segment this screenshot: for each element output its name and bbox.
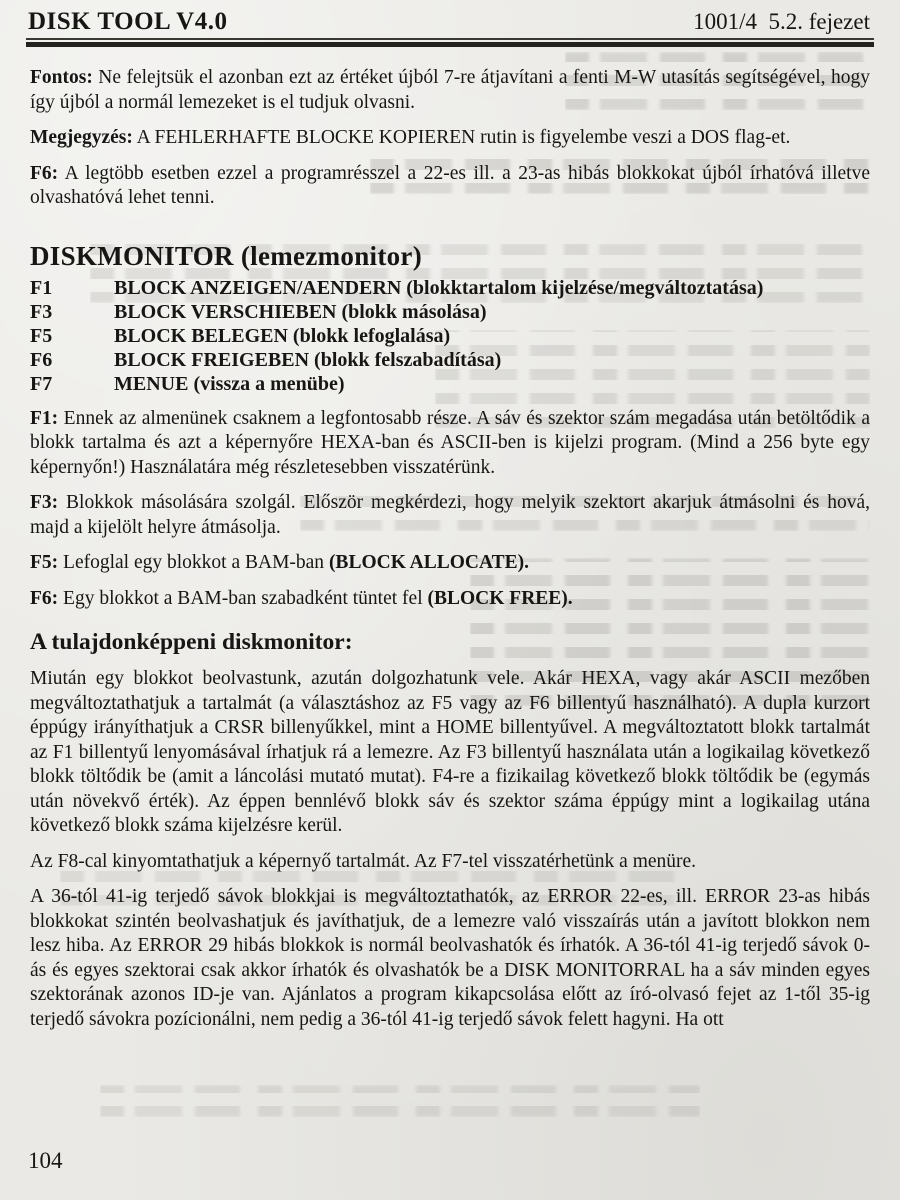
menu-label: BLOCK BELEGEN (blokk lefoglalása) xyxy=(114,324,451,347)
paragraph-text: Ennek az almenünek csaknem a legfontosabb része. A sáv és szektor szám megadása után betöltődik a blokk tartalma és azt a képernyőre HEXA-ban és ASCII-ben is kijelzi program. (Mind a 256 byte egy képernyőn!) Használatára még részletesebben visszatérünk. xyxy=(30,407,870,478)
paragraph-bold-tail: (BLOCK ALLOCATE). xyxy=(328,552,530,573)
paragraph-lead: F6: xyxy=(30,162,59,184)
paragraph-text: Egy blokkot a BAM-ban szabadként tüntet fel xyxy=(63,587,423,609)
paragraph-tracks-36-41: A 36-tól 41-ig terjedő sávok blokkjai is megváltoztathatók, az ERROR 22-es, ill. ERROR 23-as hibás blokkokat szintén beolvashatjuk és javíthatjuk, de a lemezre való visszaírás után a javított blokkon nem lesz hiba. Az ERROR 29 hibás blokkok is normál beolvashatók és írhatók. A 36-tól 41-ig terjedő sávok 0-ás és egyes szektorai csak akkor írhatók és olvashatók be a DISK MONITORRAL ha a sáv minden egyes szektorának azonos ID-je van. Ajánlatos a program kikapcsolása előtt az író-olvasó fejet az 1-től 35-ig terjedő sávokra pozícionálni, nem pedig a 36-tól 41-ig terjedő sávok felett hagyni. Ha ott xyxy=(30,886,870,1030)
paragraph-bold-tail: (BLOCK FREE). xyxy=(427,587,573,609)
menu-label: BLOCK ANZEIGEN/AENDERN (blokktartalom kijelzése/megváltoztatása) xyxy=(114,276,764,299)
menu-label: BLOCK FREIGEBEN (blokk felszabadítása) xyxy=(114,348,502,371)
paragraph-text: A FEHLERHAFTE BLOCKE KOPIEREN rutin is figyelembe veszi a DOS flag-et. xyxy=(136,127,791,148)
paragraph-lead: F5: xyxy=(30,552,59,573)
menu-key: F5 xyxy=(30,324,53,347)
paragraph-megjegyzes xyxy=(30,126,870,151)
section-title-diskmonitor: DISKMONITOR (lemezmonitor) xyxy=(30,240,422,271)
paragraph-f6-intro xyxy=(30,162,870,211)
paragraph-f6-detail xyxy=(30,587,870,612)
menu-key: F1 xyxy=(30,276,53,299)
paragraph-f5-detail xyxy=(30,551,870,576)
page-content xyxy=(0,47,900,1032)
menu-item-f1 xyxy=(30,276,870,300)
paragraph-lead: Megjegyzés: xyxy=(30,127,133,148)
paragraph-monitor-usage: Miután egy blokkot beolvastunk, azután dolgozhatunk vele. Akár HEXA, vagy akár ASCII mezőben megváltoztathatjuk a tartalmát (a választáshoz az F5 vagy az F6 billentyű használható). A dupla kurzort éppúgy irányíthatjuk a CRSR billenyűkkel, mint a HOME billentyűvel. A megváltoztatott blokk tartalmát az F1 billentyű lenyomásával írhatjuk rá a lemezre. Az F3 billentyű használata után a logikailag következő blokk töltődik be (amit a láncolási mutató mutat). F4-re a fizikailag következő blokk töltődik be (egymás után növekvő érték). Az éppen bennlévő blokk sáv és szektor száma éppúgy mint a logikailag utána következő blokk száma kijelzésre kerül. xyxy=(30,668,870,836)
paragraph-f8-f7: Az F8-cal kinyomtathatjuk a képernyő tartalmát. Az F7-tel visszatérhetünk a menüre. xyxy=(30,850,697,872)
menu-label: MENUE (vissza a menübe) xyxy=(114,372,345,395)
menu-item-f3 xyxy=(30,300,870,324)
paragraph-text: Blokkok másolására szolgál. Először megkérdezi, hogy melyik szektort akarjuk átmásolni és hová, majd a kijelölt helyre átmásolja. xyxy=(30,492,870,538)
paragraph-lead: F3: xyxy=(30,492,59,513)
menu-key: F7 xyxy=(30,372,53,395)
header-rule-thin xyxy=(26,38,874,40)
menu-item-f7 xyxy=(30,372,870,396)
paragraph-lead: F1: xyxy=(30,407,59,429)
paragraph-f1-detail xyxy=(30,407,870,481)
paragraph-fontos xyxy=(30,66,870,115)
menu-key: F3 xyxy=(30,300,53,323)
paragraph-text: A legtöbb esetben ezzel a programrésszel a 22-es ill. a 23-as hibás blokkokat újból írhatóvá illetve olvashatóvá lehet tenni. xyxy=(30,162,870,208)
paragraph-text: Ne felejtsük el azonban ezt az értéket újból 7-re átjavítani a fenti M-W utasítás segítségével, hogy így újból a normál lemezeket is el tudjuk olvasni. xyxy=(30,67,870,113)
header-chapter: 1001/4 5.2. fejezet xyxy=(693,9,870,34)
bleed-through-artifact xyxy=(100,1085,700,1117)
paragraph-f3-detail xyxy=(30,491,870,540)
paragraph-text: Lefoglal egy blokkot a BAM-ban xyxy=(63,552,325,573)
page-number: 104 xyxy=(28,1148,63,1173)
function-key-menu xyxy=(30,276,870,396)
page-header xyxy=(0,0,900,36)
menu-key: F6 xyxy=(30,348,53,371)
menu-item-f5 xyxy=(30,324,870,348)
paragraph-lead: F6: xyxy=(30,587,59,609)
section-title-actual-diskmonitor: A tulajdonképpeni diskmonitor: xyxy=(30,629,353,655)
menu-item-f6 xyxy=(30,348,870,372)
paragraph-lead: Fontos: xyxy=(30,67,93,88)
header-title: DISK TOOL V4.0 xyxy=(28,8,228,35)
menu-label: BLOCK VERSCHIEBEN (blokk másolása) xyxy=(114,300,487,323)
